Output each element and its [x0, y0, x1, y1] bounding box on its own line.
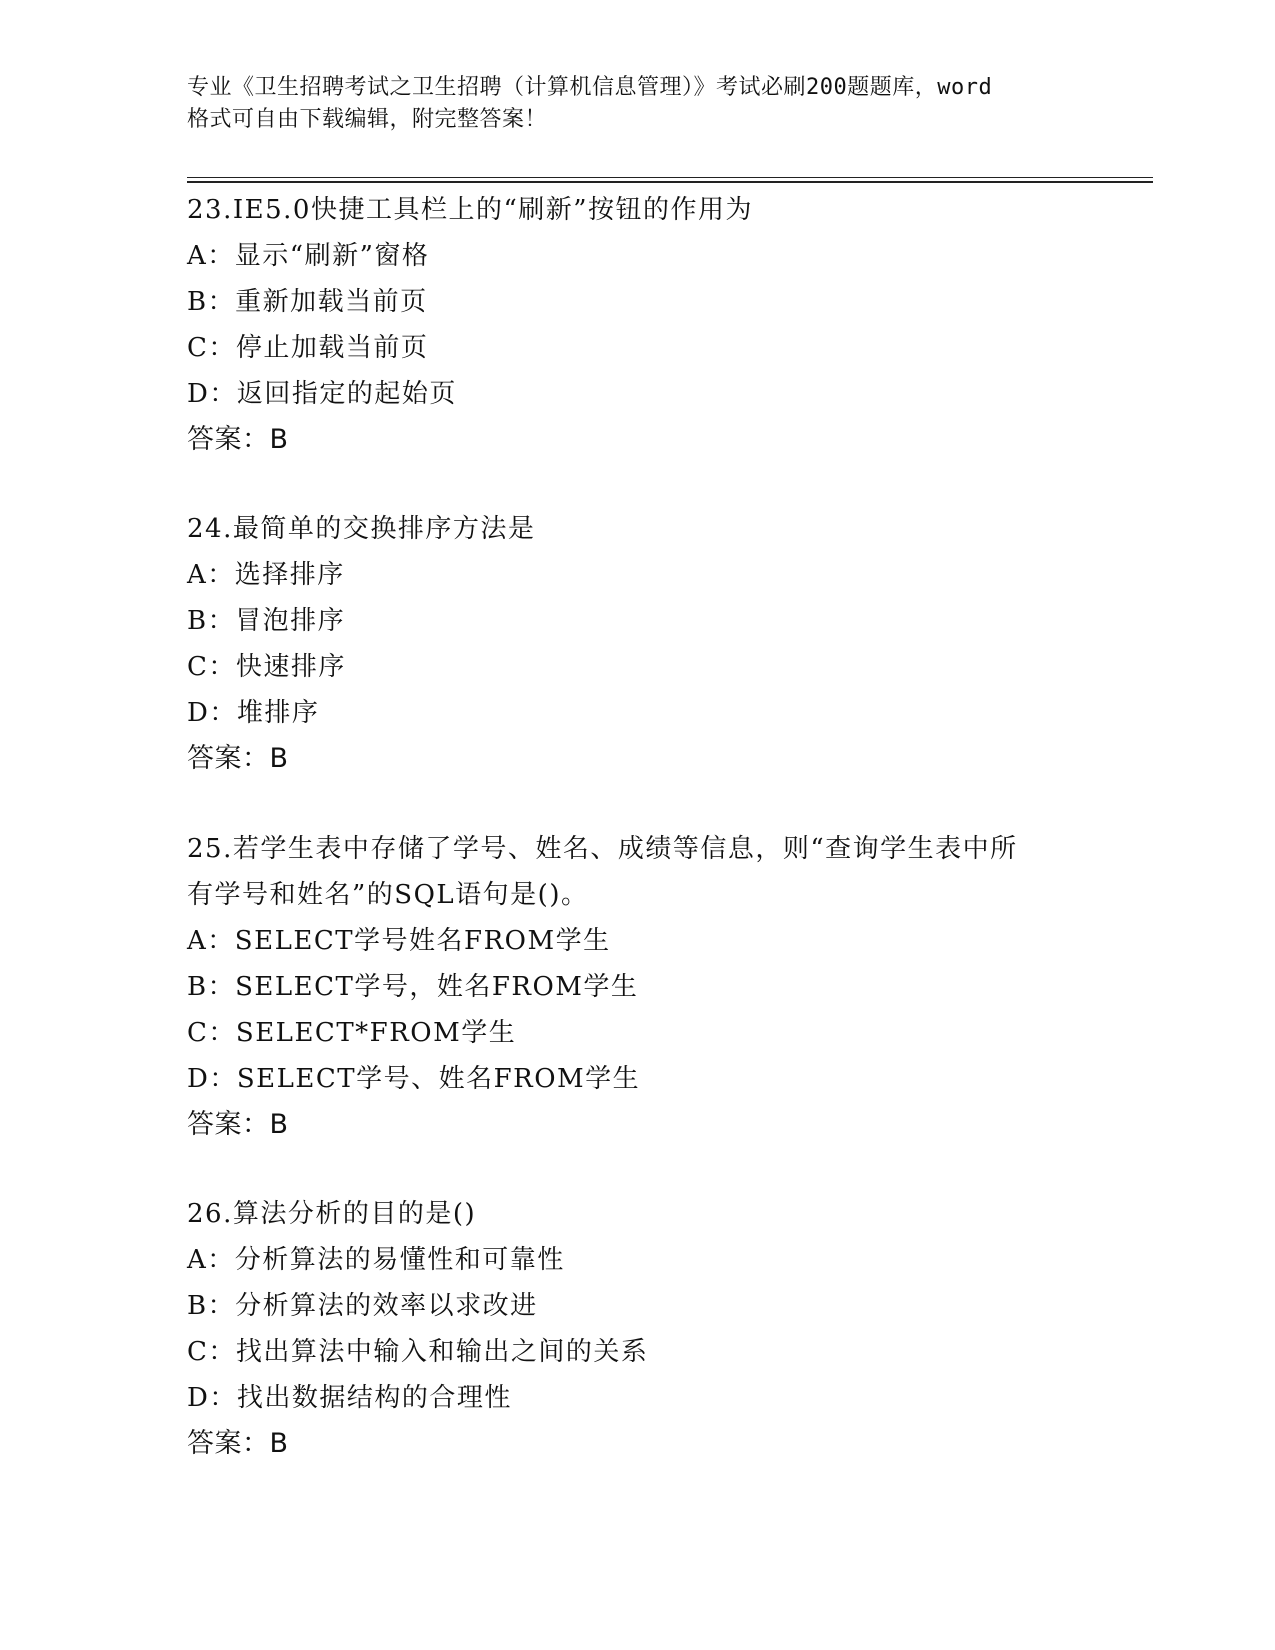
header-line-2: 格式可自由下载编辑，附完整答案！ — [187, 107, 548, 132]
question-stem-line-1: 25.若学生表中存储了学号、姓名、成绩等信息，则“查询学生表中所 — [187, 834, 1018, 864]
option-a: A：选择排序 — [187, 560, 345, 590]
question-25 — [187, 826, 1087, 1148]
question-stem: 23.IE5.0快捷工具栏上的“刷新”按钮的作用为 — [187, 195, 754, 225]
answer-line: 答案：B — [187, 1428, 289, 1459]
option-c: C：停止加载当前页 — [187, 333, 429, 363]
option-b: B：冒泡排序 — [187, 606, 346, 636]
header-line-1: 专业《卫生招聘考试之卫生招聘（计算机信息管理）》考试必刷200题题库，word — [187, 75, 993, 100]
header-divider-thin — [187, 177, 1153, 178]
question-23 — [187, 187, 1087, 463]
option-a: A：分析算法的易懂性和可靠性 — [187, 1245, 565, 1275]
question-stem: 26.算法分析的目的是() — [187, 1199, 477, 1229]
option-c: C：快速排序 — [187, 652, 346, 682]
option-a: A：显示“刷新”窗格 — [187, 241, 430, 271]
option-d: D：堆排序 — [187, 698, 320, 728]
option-b: B：SELECT学号，姓名FROM学生 — [187, 972, 639, 1002]
question-26 — [187, 1191, 1087, 1467]
option-a: A：SELECT学号姓名FROM学生 — [187, 926, 611, 956]
header-divider-thick — [187, 181, 1153, 183]
question-stem-line-2: 有学号和姓名”的SQL语句是()。 — [187, 880, 589, 910]
option-d: D：返回指定的起始页 — [187, 379, 457, 409]
answer-line: 答案：B — [187, 1109, 289, 1140]
option-b: B：重新加载当前页 — [187, 287, 428, 317]
question-24 — [187, 506, 1087, 782]
option-c: C：找出算法中输入和输出之间的关系 — [187, 1337, 649, 1367]
answer-line: 答案：B — [187, 424, 289, 455]
document-header — [187, 72, 1087, 136]
option-d: D：SELECT学号、姓名FROM学生 — [187, 1064, 641, 1094]
option-b: B：分析算法的效率以求改进 — [187, 1291, 538, 1321]
option-d: D：找出数据结构的合理性 — [187, 1383, 512, 1413]
answer-line: 答案：B — [187, 743, 289, 774]
question-stem: 24.最简单的交换排序方法是 — [187, 514, 536, 544]
option-c: C：SELECT*FROM学生 — [187, 1018, 517, 1048]
